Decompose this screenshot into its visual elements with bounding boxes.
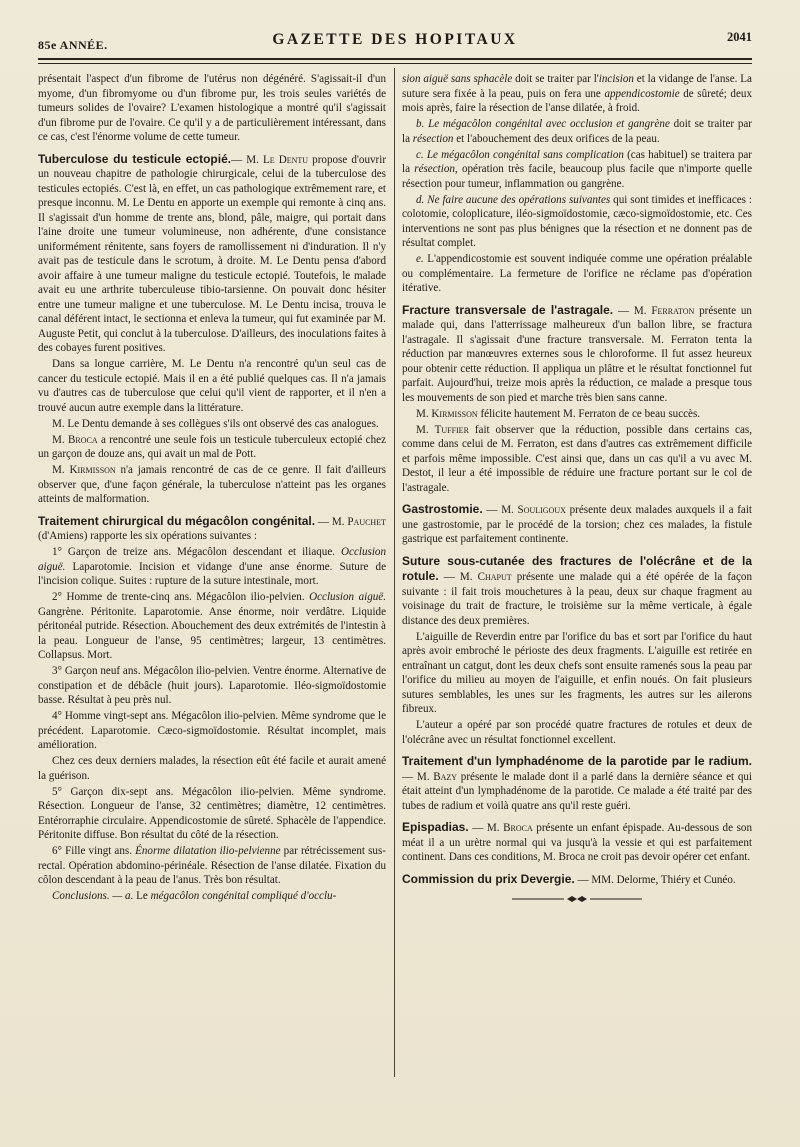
text-run: présente une malade qui a été opérée de la façon suivante : il fait trois mouchetures à la peau, deux sur chaque fragment au voisinage du trait de fracture, le troisième sur la même verticale, à égale distance des deux premières. [402,571,752,627]
author-name: Broca [67,433,98,446]
text-run: incision [598,73,634,85]
paragraph [38,463,386,507]
text-run: présente un enfant épispade. Au-dessous de son méat il a un urètre normal qui va jusqu'à la vessie et qui est parfaitement continent. Dans ces conditions, M. Broca ne croit pas devoir opérer cet enfant. [402,822,752,863]
text-run: présente deux malades auxquels il a fait une gastrostomie, par le procédé de la torsion; chez ces malades, la fistule gastrique est parfaitement continente. [402,504,752,545]
text-run: mégacôlon congénital compliqué d'occlu- [150,890,337,902]
text-run: M. [416,423,435,436]
text-run: — M. [468,822,504,834]
text-run: présente un malade qui, dans l'atterrissage malheureux d'un ballon libre, se fractura l'astragale. Il s'agissait d'une fracture transversale. M. Ferraton tenta la réduction par manœuvres externes sous le chloroforme. Il fut assez heureux pour obtenir cette réduction. Il appliqua un plâtre et le résultat fonctionnel fut parfait. Aujourd'hui, treize mois après la réduction, ce malade a presque tous les mouvements de son pied et marche très bien sans canne. [402,304,752,404]
section-title: Suture sous-cutanée des fractures de l'olécrâne et de la rotule. [402,553,752,583]
text-run: doit se traiter par l' [512,73,599,85]
text-run: e. [416,253,424,265]
case-2 [38,590,386,663]
conclusions [38,889,386,904]
column-divider [394,68,395,1077]
paragraph: Chez ces deux derniers malades, la résection eût été facile et aurait amené la guérison. [38,755,386,782]
right-column [402,72,752,1147]
text-run: félicite hautement M. Ferraton de ce beau succès. [477,407,701,420]
text-run: fait observer que la réduction, possible dans certains cas, comme dans celui de M. Ferraton, est dans d'autres cas extrêmement difficile et parfois même impossible. C'est ainsi que, dans un cas qu'il a vu avec M. Destot, il leur a été impossible de réduire une fracture portant sur le col de l'astragale. [402,423,752,494]
text-run: 2° Homme de trente-cinq ans. Mégacôlon ilio-pelvien. [52,591,310,603]
section-title: Traitement d'un lymphadénome de la parotide par le radium. [402,754,752,768]
section-title: Traitement chirurgical du mégacôlon congénital. [38,513,316,528]
conclusion-e [402,252,752,296]
text-run: — M. [315,515,348,528]
text-run: M. [52,433,68,446]
conclusion-c [402,148,752,192]
text-run: Énorme dilatation ilio-pelvienne [135,845,281,857]
section-title: Tuberculose du testicule ectopié. [38,151,232,166]
text-run: a rencontré une seule fois un testicule tuberculeux ectopié chez un garçon de douze ans, qui avait un mal de Pott. [38,433,386,460]
text-run: doit se traiter par la [402,118,752,145]
header-rule [38,58,752,60]
author-name: Tuffier [434,423,469,436]
paragraph: Dans sa longue carrière, M. Le Dentu n'a rencontré qu'un seul cas de cancer du testicule ectopié. Mais il en a été publié quelques cas. Il n'a jamais vu d'autres cas de tuberculose que celui qu'il vient de rapporter, et il n'en a trouvé aucun autre exemple dans la littérature. [38,358,386,414]
text-run: (cas habituel) se traitera par la [402,148,752,175]
conclusion-a-cont [402,72,752,116]
text-run: propose d'ouvrir un nouveau chapitre de pathologie chirurgicale, celui de la tuberculose des testicules ectopiés. C'est là, en effet, un cas pathologique extrêmement rare, et presque inconnu. M. Le Dentu en apporte un exemple qui remonte à cinq ans. Il s'agissait d'un homme de trente ans, blond, pâle, maigre, qui portait dans l'aine droite une tumeur volumineuse, non adhérente, d'une consistance uniformément rénitente, sans foyers de ramollissement ni d'induration. Il n'y avait pas de testicule dans le scrotum, à droite. M. Le Dentu pensa d'abord avoir affaire à une tumeur maligne du testicule ectopié. Toutefois, le malade avait eu une arthrite tuberculeuse tibio-tarsienne. On pouvait donc hésiter entre une tumeur maligne et une tuberculose. M. Le Dentu incisa, trouva le canal déférent intact, le sectionna et enleva la tumeur, qui fut examinée par M. Auguste Petit, qui conclut à la tuberculose. D'ailleurs, des inoculations faites à des cobayes furent positives. [38,153,386,354]
author-name: Chaput [477,571,512,583]
text-run: n'a jamais rencontré de cas de ce genre. Il fait d'ailleurs observer que, d'une façon générale, la tuberculose n'atteint pas les organes atteints de malformation. [38,464,386,505]
case-3: 3° Garçon neuf ans. Mégacôlon ilio-pelvien. Ventre énorme. Alternative de constipation et de débâcle (huit jours). Laparotomie. Iléo-sigmoïdostomie basse. Résultat à peu près nul. [38,665,386,706]
section-title: Gastrostomie. [402,502,483,516]
text-run: par rétrécissement sus-rectal. Opération abdomino-périnéale. Résection de l'anse dilatée. Fixation du côlon descendant à la peau de l'anus. Très bon résultat. [38,845,386,886]
paragraph: L'aiguille de Reverdin entre par l'orifice du bas et sort par l'orifice du haut après avoir embroché le périoste des deux fragments. L'aiguille est retirée en entraînant un catgut, dont les deux chefs sont ensuite ramenés sous la peau par l'orifice du milieu au moyen de l'aiguille, et enfin noués. On fait plusieurs sutures semblables, les unes sur les fragments, les autres sur les ailerons fibreux. [402,630,752,715]
author-name: Le Dentu [262,153,309,166]
text-run: présente le malade dont il a parlé dans la dernière séance et qui était atteint d'un lymphadénome de la parotide. Ce malade a été traité par des tubes de radium et voilà quatre ans qu'il reste guéri. [402,770,752,812]
text-run: résection [412,132,454,145]
text-run: sion aiguë sans sphacèle [402,73,513,85]
author-name: Ferraton [651,304,695,317]
text-run: — MM. Delorme, Thiéry et Cunéo. [574,873,736,886]
text-run: d. Ne faire aucune des opérations suivantes [416,193,611,206]
text-run: 6° Fille vingt ans. [52,845,136,857]
text-run: (d'Amiens) rapporte les six opérations suivantes : [38,530,257,542]
author-name: Souligoux [517,504,566,516]
text-run: Le [133,890,151,902]
page-number: 2041 [727,30,752,44]
left-column [38,72,386,1147]
text-run: Conclusions. — a. [52,890,134,902]
paragraph [402,423,752,496]
paragraph [38,433,386,462]
journal-title: GAZETTE DES HOPITAUX [272,31,518,48]
text-run: — M. [438,571,478,583]
text-run: — M. [482,504,518,516]
text-run: résection [414,163,455,175]
text-run: — M. [613,304,652,317]
text-run: , opération très facile, beaucoup plus facile que n'importe quelle résection pour tumeur, inflammation ou gangrène. [402,163,752,190]
text-run: — M. [402,770,434,783]
intro-paragraph: présentait l'aspect d'un fibrome de l'utérus non dégénéré. S'agissait-il d'un myome, d'un fibromyome ou d'un fibrome pur, les trois seules variétés de tumeurs solides de l'ovaire? L'examen histologique a montré qu'il s'agissait d'un fibrome pur de l'ovaire. Ce qu'il y a de particulièrement intéressant, dans ce cas, c'est l'énorme volume de cette tumeur. [38,73,386,143]
case-1 [38,545,386,589]
text-run: L'appendicostomie est souvent indiquée comme une opération préalable ou complémentaire. La fermeture de l'orifice ne réclame pas d'opération itérative. [402,253,752,294]
paragraph [402,407,752,422]
author-name: Kirmisson [69,464,116,476]
header-rule-thin [38,63,752,64]
end-ornament [402,893,752,908]
text-run: b. Le mégacôlon congénital avec occlusion et gangrène [416,118,670,130]
text-run: Occlusion aiguë. [309,591,386,603]
paragraph: M. Le Dentu demande à ses collègues s'ils ont observé des cas analogues. [52,417,379,430]
author-name: Pauchet [347,515,386,528]
text-run: M. [416,407,432,420]
text-run: 1° Garçon de treize ans. Mégacôlon descendant et iliaque. [52,546,342,558]
text-run: — M. [231,153,263,166]
edition-label: 85e ANNÉE. [38,38,108,52]
case-5: 5° Garçon dix-sept ans. Mégacôlon ilio-pelvien. Même syndrome. Résection. Longueur de l'anse, 32 centimètres; diamètre, 12 centimètres. Entérorraphie circulaire. Appendicostomie de sûreté. Sphacèle de l'appendice. Péritonite diffuse. Bon résultat du côté de la résection. [38,785,386,841]
section-title: Fracture transversale de l'astragale. [402,302,614,317]
text-run: appendicostomie [604,87,680,100]
case-6 [38,844,386,888]
text-run: et l'abouchement des deux orifices de la peau. [453,132,660,145]
conclusion-b [402,117,752,146]
text-run: qui sont timides et inefficaces : colotomie, coloplicature, iléo-sigmoïdostomie, cæco-sigmoïdostomie, etc. Ces interventions ne sont pas plus bénignes que la résection et ne donnent pas de résultat complet. [402,193,752,249]
ornament-rule-icon [512,895,642,903]
text-run: Gangrène. Péritonite. Laparotomie. Anse énorme, noir verdâtre. Liquide péritonéal putride. Résection. Abouchement des deux extrémités de l'intestin à la peau. Longueur de l'anse, 95 centimètres; largeur, 13 centimètres. Collapsus. Mort. [38,605,386,661]
text-run: de sûreté; deux mois après, faire la résection de l'anse dilatée, à froid. [402,87,752,114]
section-title: Commission du prix Devergie. [402,871,575,886]
text-run: et la vidange de l'anse. La suture sera fixée à la peau, puis on fera une [402,73,752,100]
text-run: M. [52,464,70,476]
paragraph: L'auteur a opéré par son procédé quatre fractures de rotules et deux de l'olécrâne avec un résultat fonctionnel excellent. [402,719,752,746]
author-name: Bazy [433,770,458,783]
text-run: c. Le mégacôlon congénital sans complication [416,148,624,161]
author-name: Kirmisson [431,407,478,420]
text-run: Laparotomie. Incision et vidange d'une anse énorme. Suture de l'incision colique. Suites : rupture de la suture intestinale, mort. [38,560,386,587]
case-4: 4° Homme vingt-sept ans. Mégacôlon ilio-pelvien. Même syndrome que le précédent. Laparotomie. Cæco-sigmoïdostomie. Résultat incomplet, mais amélioration. [38,710,386,751]
page-header [38,28,752,58]
text-run: Occlusion aiguë. [38,546,386,573]
conclusion-d [402,193,752,251]
section-title: Epispadias. [402,820,469,834]
author-name: Broca [503,822,533,834]
